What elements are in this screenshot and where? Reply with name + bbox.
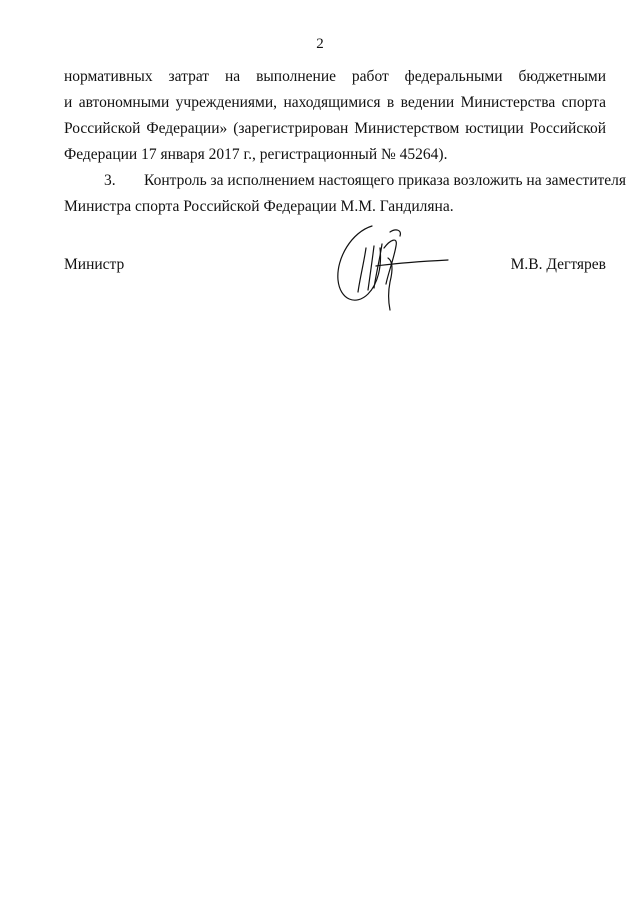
paragraph-line: Федерации 17 января 2017 г., регистрационный № 45264). — [64, 146, 448, 163]
item-3-paragraph — [64, 168, 627, 220]
signer-title: Министр — [64, 256, 125, 273]
continued-paragraph — [64, 64, 606, 168]
item-text-line-2: Министра спорта Российской Федерации М.М. Гандиляна. — [64, 198, 454, 215]
item-number: 3. — [104, 172, 116, 189]
paragraph-line: нормативных затрат на выполнение работ федеральными бюджетными — [64, 68, 606, 85]
paragraph-line: и автономными учреждениями, находящимися в ведении Министерства спорта — [64, 94, 606, 111]
page-number: 2 — [316, 36, 324, 52]
paragraph-line: Российской Федерации» (зарегистрирован Министерством юстиции Российской — [64, 120, 606, 137]
paragraph-line — [64, 168, 627, 194]
signer-name: М.В. Дегтярев — [510, 256, 606, 273]
item-text-line-1: Контроль за исполнением настоящего приказа возложить на заместителя — [144, 172, 627, 189]
handwritten-signature — [330, 218, 450, 318]
